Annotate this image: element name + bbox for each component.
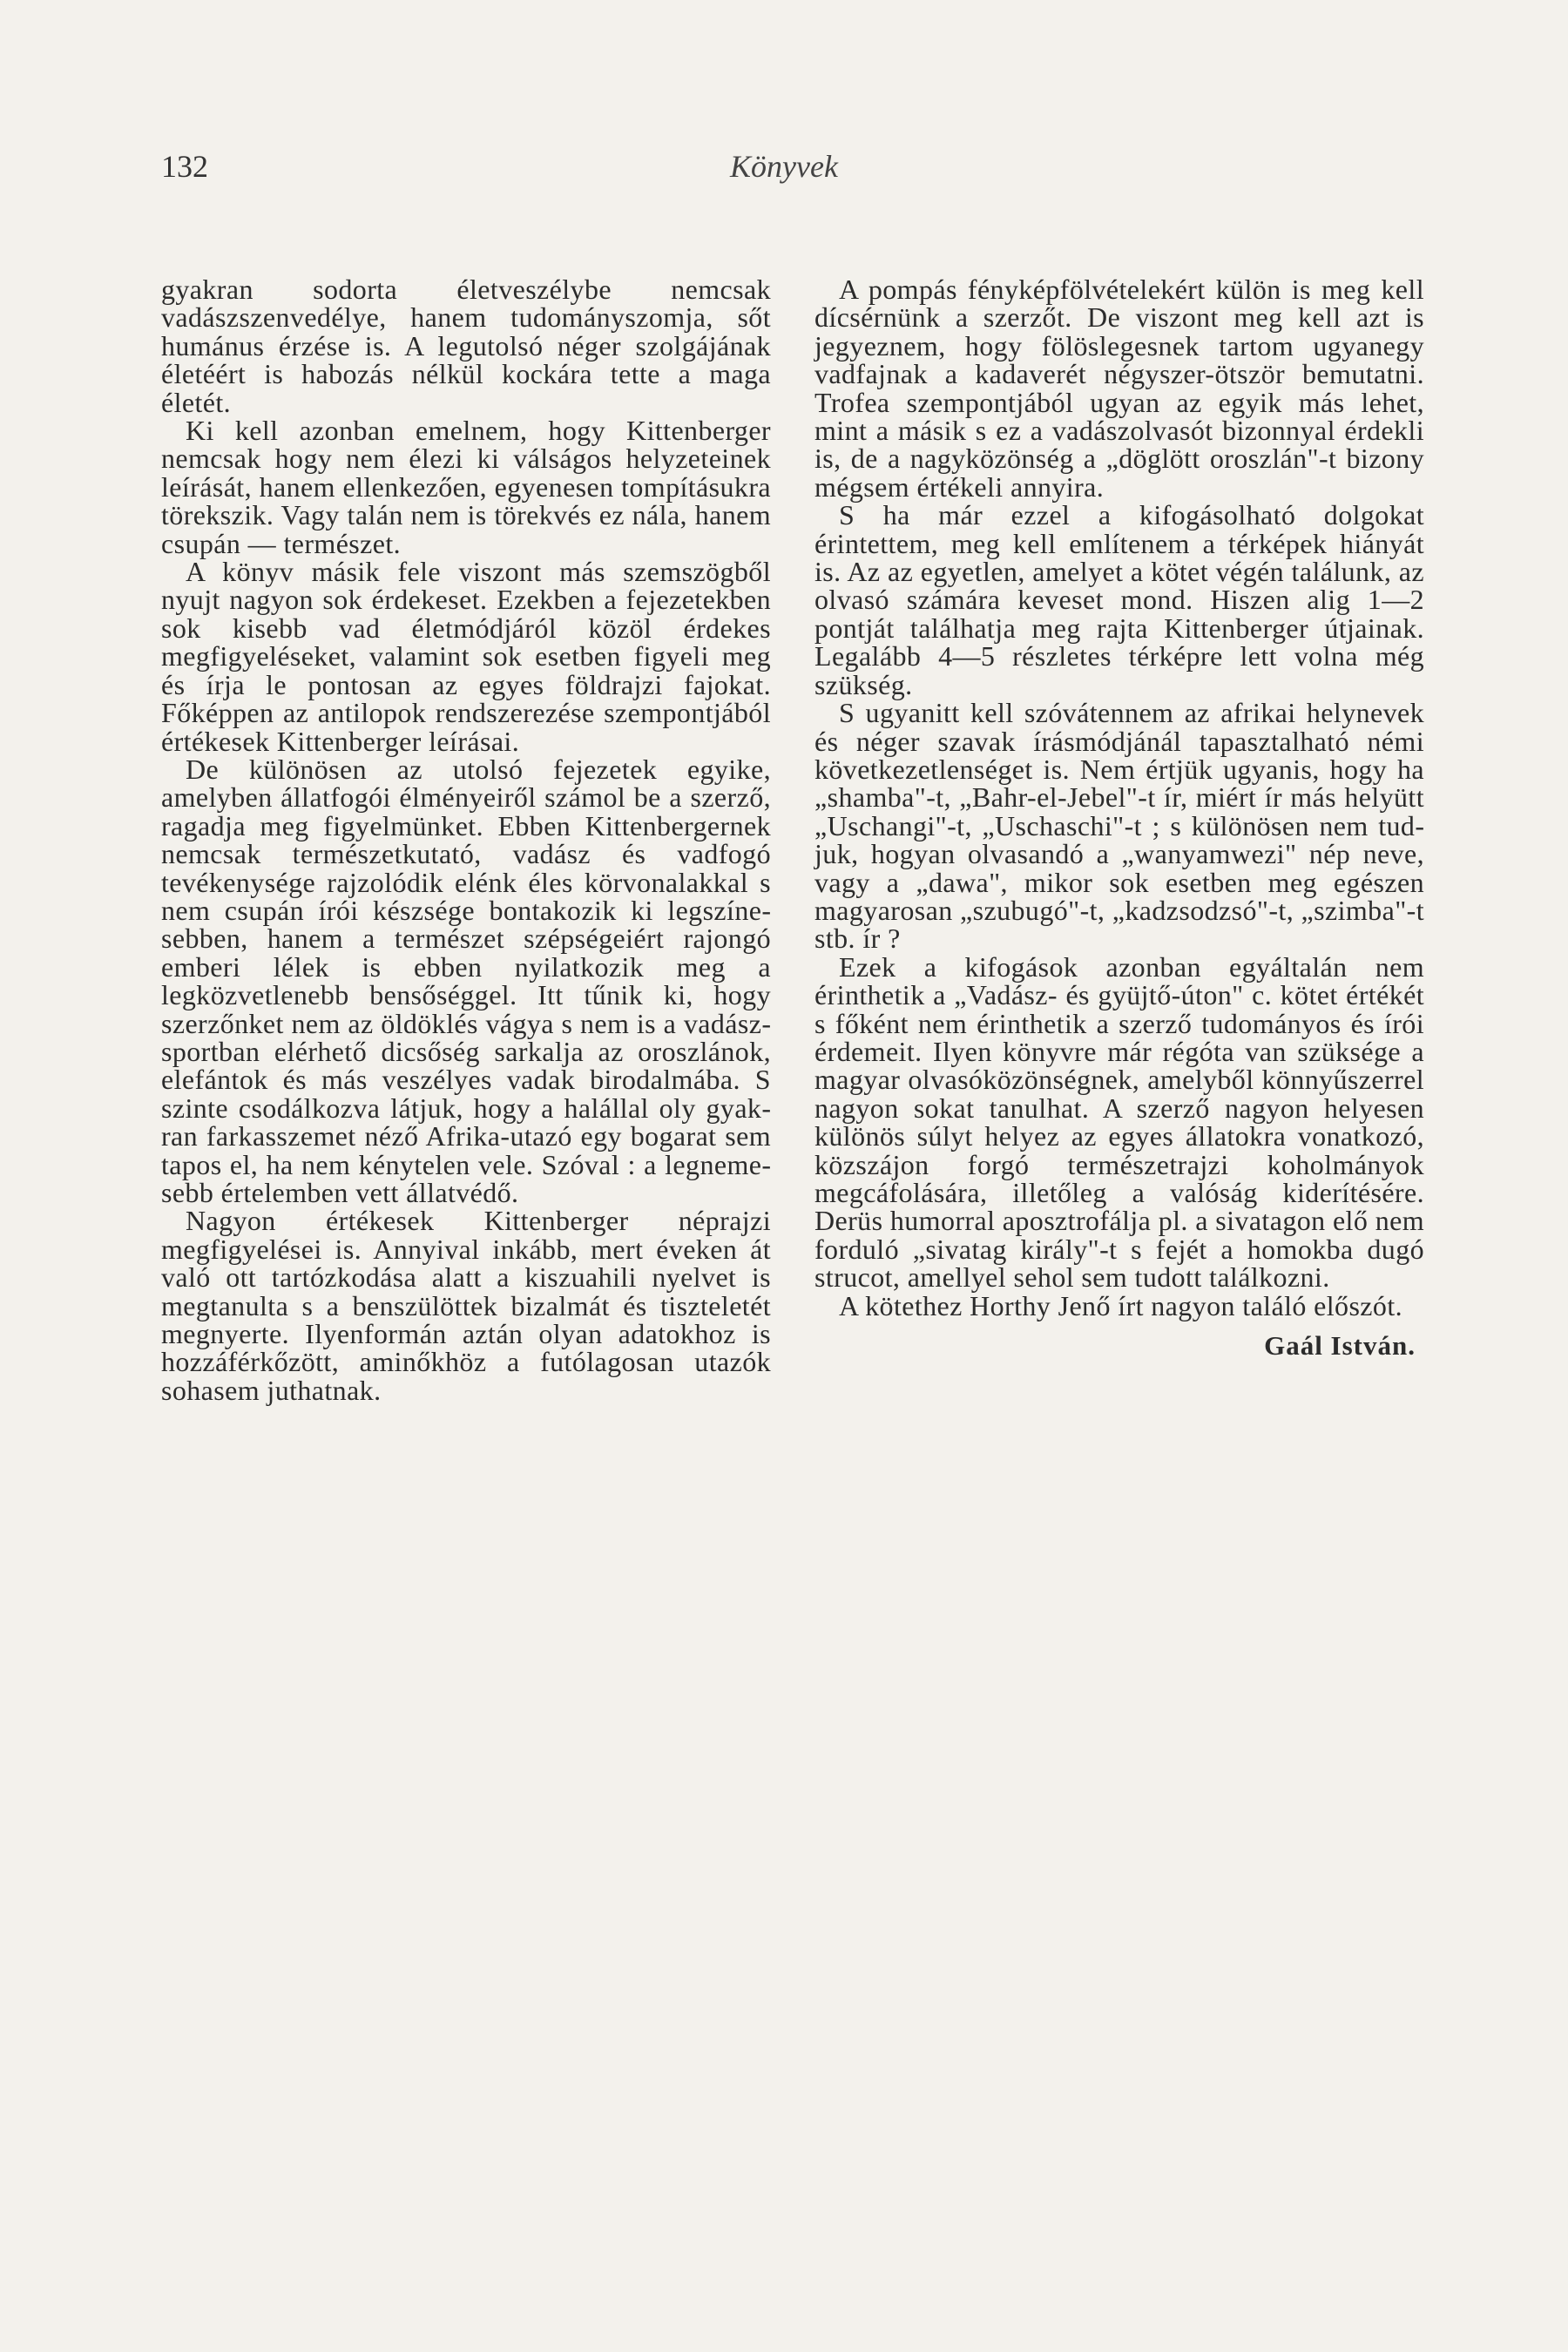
page-number: 132 <box>161 149 208 184</box>
paragraph: S ha már ezzel a kifogásolható dolgokat érintettem, meg kell említenem a térképek hiányát is. Az az egyetlen, amelyet a kötet végén találunk, az olvasó számára keveset mond. Hiszen alig 1—2 pontját találhatja meg rajta Kittenberger útjainak. Legalább 4—5 részletes térképre lett volna még szükség. <box>814 499 1424 700</box>
paragraph: De különösen az utolsó fejezetek egyike, amelyben állatfogói élményeiről számol be a szerző, ragadja meg figyelmünket. Ebben Kittenbergernek nemcsak természetkutató, vadász és vadfogó tevékenysége rajzolódik elénk éles körvonalakkal s nem csupán írói készsége bontakozik ki legszínesebben, hanem a természet szépségeiért rajongó emberi lélek is ebben nyilatkozik meg a legközvetlenebb bensőséggel. Itt tűnik ki, hogy szerzőnket nem az öldöklés vágya s nem is a vadászsportban elérhető dicsőség sarkalja az oroszlánok, elefántok és más veszélyes vadak birodalmába. S szinte csodálkozva látjuk, hogy a halállal oly gyakran farkasszemet néző Afrika-utazó egy bogarat sem tapos el, ha nem kénytelen vele. Szóval : a legnemesebb értelemben vett állatvédő. <box>161 753 771 1208</box>
section-title: Könyvek <box>730 149 838 184</box>
paragraph: A könyv másik fele viszont más szemszögből nyujt nagyon sok érdekeset. Ezekben a fejezetekben sok kisebb vad életmódjáról közöl érdekes megfigyeléseket, valamint sok esetben figyeli meg és írja le pontosan az egyes földrajzi fajokat. Főképpen az antilopok rendszerezése szempontjából értékesek Kittenberger leírásai. <box>161 556 771 757</box>
running-head <box>161 148 1407 192</box>
paragraph: Ki kell azonban emelnem, hogy Kittenberger nemcsak hogy nem élezi ki válságos helyzeteinek leírását, hanem ellenkezően, egyenesen tompításukra törekszik. Vagy talán nem is törekvés ez nála, hanem csupán — természet. <box>161 415 771 559</box>
paragraph: Nagyon értékesek Kittenberger néprajzi megfigyelései is. Annyival inkább, mert éveken át való ott tartózkodása alatt a kiszuahili nyelvet is megtanulta s a benszülöttek bizalmát és tiszteletét megnyerte. Ilyenformán aztán olyan adatokhoz is hozzáférkőzött, aminőkhöz a futólagosan utazók sohasem juthatnak. <box>161 1205 771 1406</box>
paragraph: A kötethez Horthy Jenő írt nagyon találó előszót. <box>839 1289 1403 1321</box>
paragraph: S ugyanitt kell szóvátennem az afrikai helynevek és néger szavak írásmódjánál tapasztalható némi következetlenséget is. Nem értjük ugyanis, hogy ha „shamba"-t, „Bahr-el-Jebel"-t ír, miért ír más helyütt „Uschangi"-t, „Uschaschi"-t ; s különösen nem tudjuk, hogyan olvasandó a „wanyamwezi" nép neve, vagy a „dawa", mikor sok esetben meg egészen magyarosan „szubugó"-t, „kadzsodzsó"-t, „szimba"-t stb. ír ? <box>814 697 1424 955</box>
paragraph: A pompás fényképfölvételekért külön is meg kell dícsérnünk a szerzőt. De viszont meg kell azt is jegyeznem, hogy fölöslegesnek tartom ugyanegy vadfajnak a kadaverét négyszer-ötször bemutatni. Trofea szempontjából ugyan az egyik más lehet, mint a másik s ez a vadászolvasót bizonnyal érdekli is, de a nagyközönség a „döglött oroszlán"-t bizony mégsem értékeli annyira. <box>814 274 1424 503</box>
author-signature: Gaál István. <box>1264 1330 1416 1362</box>
paragraph: Ezek a kifogások azonban egyáltalán nem érinthetik a „Vadász- és gyüjtő-úton" c. kötet értékét s főként nem érinthetik a szerző tudományos és írói érdemeit. Ilyen könyvre már régóta van szüksége a magyar olvasóközönségnek, amelyből könnyűszerrel nagyon sokat tanulhat. A szerző nagyon helyesen különös súlyt helyez az egyes állatokra vonatkozó, közszájon forgó természetrajzi koholmányok megcáfolására, illetőleg a valóság kiderítésére. Derüs humorral aposztrofálja pl. a sivatagon elő nem forduló „sivatag király"-t s fejét a homokba dugó strucot, amellyel sehol sem tudott találkozni. <box>814 950 1424 1294</box>
paragraph: gyakran sodorta életveszélybe nemcsak vadászszenvedélye, hanem tudományszomja, sőt humánus érzése is. A legutolsó néger szolgájának életéért is habozás nélkül kockára tette a maga életét. <box>161 274 771 418</box>
left-column <box>161 275 771 1404</box>
right-column <box>814 275 1424 1360</box>
